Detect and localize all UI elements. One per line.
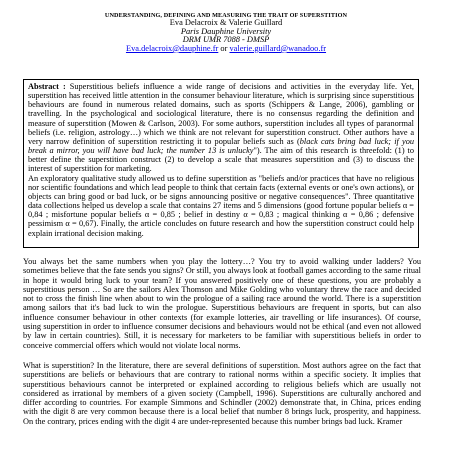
body-paragraph-2: What is superstition? In the literature, there are several definitions of superstition. Most authors agree on the fact that superstitions are beliefs or behaviours that are contrary to rational norms within a specific society. It implies that superstitious behaviours cannot be interpreted or explained according to religious beliefs which are usually not considered as irrational by members of a given society (Campbell, 1996). Superstitions are culturally anchored and differ according to countries. For example Simmons and Schindler (2002) demonstrate that, in China, prices ending with the digit 8 are very common because there is a local belief that number 8 brings luck, prosperity, and happiness. On the contrary, prices ending with the digit 4 are under-represented because this number brings bad luck. Kramer [23,361,421,426]
email-separator: or [220,43,228,53]
abstract-paragraph-1 [28,82,414,174]
lab-name: DRM UMR 7088 - DMSP [182,35,270,45]
email-link-2[interactable]: valerie.guillard@wanadoo.fr [229,43,327,53]
paper-title: UNDERSTANDING, DEFINING AND MEASURING THE TRAIT OF SUPERSTITION [104,12,348,19]
abstract-box [23,79,419,248]
abstract-paragraph-2: An exploratory qualitative study allowed us to define superstition as "beliefs and/or practices that have no religious nor scientific foundations and which lead people to think that certain facts (external events or one's own actions), or objects can bring good or bad luck, or be signs announcing positive or negative consequences". Three quantitative data collections helped us develop a scale that contains 27 items and 5 dimensions (good fortune popular beliefs α = 0,84 ; misfortune popular beliefs α = 0,85 ; belief in destiny α = 0,83 ; magical thinking α = 0,86 ; defensive pessimism α = 0,67). Finally, the article concludes on future research and how the superstition construct could help explain irrational decision making. [28,173,414,238]
abstract-text-2: "). The aim of this research is threefold: (1) to better define the superstition construct (2) to develop a scale that measures superstition and (3) to discuss the interest of superstition for marketing. [28,146,414,174]
email-link-1[interactable]: Eva.delacroix@dauphine.fr [125,43,219,53]
author-block [40,19,412,53]
body-paragraph-1: You always bet the same numbers when you play the lottery…? You try to avoid walking under ladders? You sometimes believe that the fate sends you signs? Or still, you always look at football games according to the same ritual in hope it would bring luck to your team? If you answered positively one of these questions, you are probably a superstitious person … So are the sailors Alex Thomson and Mike Golding who voluntary threw the race and decided not to cross the finish line when about to win the prologue of a sailing race around the world. There is a superstition among sailors that it's bad luck to win the prologue. Superstitious behaviours are frequent in sports, but can also influence consumer behaviour in other contexts (for example lotteries, air travelling or life insurances). Of course, using superstition in order to influence consumer decisions and behaviours would not be ethical (and even not allowed by law in certain countries). Still, it is necessary for marketers to be familiar with superstitious beliefs in order to conceive commercial offers which would not violate local norms. [23,257,421,350]
email-line [40,45,412,54]
abstract-text-1: Superstitious beliefs influence a wide range of decisions and activities in the everyday life. Yet, superstition has received little attention in the consumer behaviour literature, which is surprising since superstitious behaviours are found in numerous related domains, such as sports (Schippers & Lange, 2006), gambling or travelling. In the psychological and sociological literature, there is no consensus regarding the definition and measure of superstition (Mowen & Carlson, 2003). For some authors, superstition includes all types of paranormal beliefs (i.e. religion, astrology…) which we think are not relevant for superstition construct. Other authors have a very narrow definition of superstition restricting it to popular beliefs such as ( [28,82,414,146]
abstract-italic-examples: black cats bring bad luck; if you break a mirror, you will have bad luck; the number 13 is unlucky [28,136,415,156]
institution: Paris Dauphine University [180,26,272,36]
abstract-label: Abstract : [28,82,66,91]
authors: Eva Delacroix & Valerie Guillard [169,18,283,27]
